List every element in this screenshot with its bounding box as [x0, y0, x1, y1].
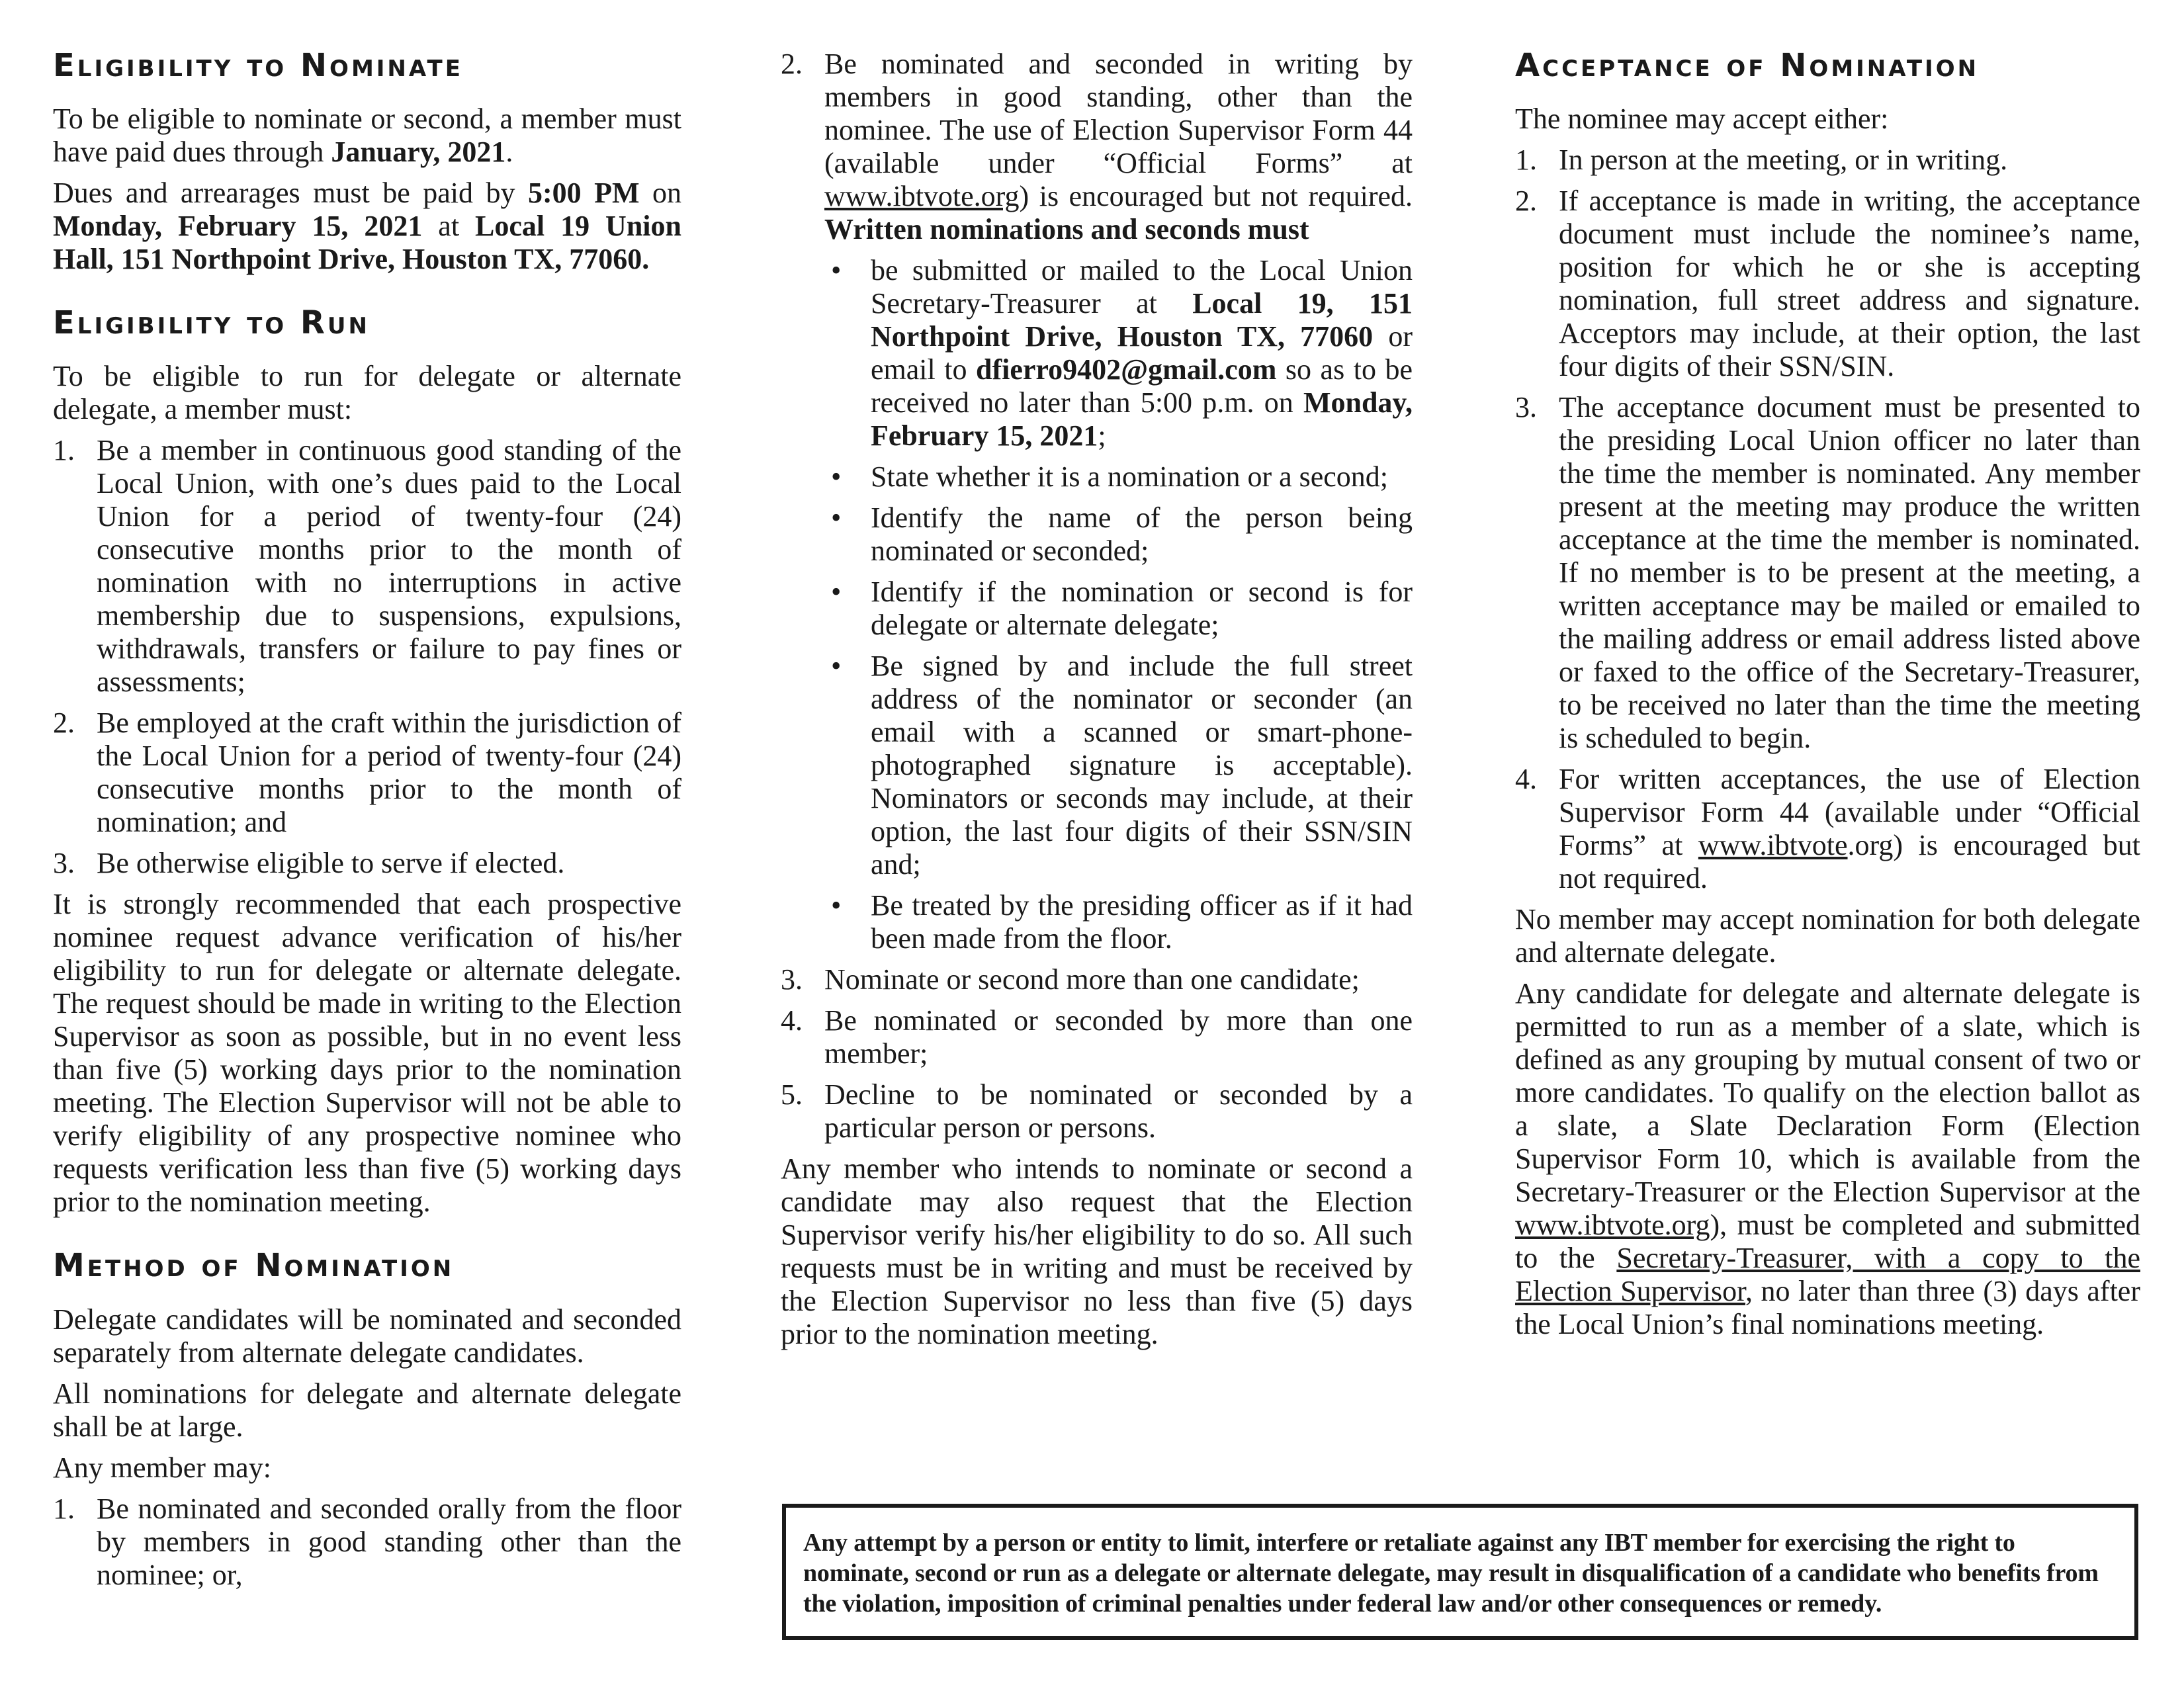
acceptance-intro: The nominee may accept either: [1515, 103, 1889, 136]
column-middle [781, 48, 1413, 1359]
method-of-nomination-heading: Method of Nomination [53, 1247, 455, 1285]
list-item: 4. Be nominated or seconded by more than one member; [781, 1004, 1413, 1070]
bullet-icon: • [831, 460, 842, 493]
eligibility-nominate-deadline-paragraph: Dues and arrearages must be paid by 5:00 PM on Monday, February 15, 2021 at Local 19 Union Hall, 151 Northpoint Drive, Houston TX, 77060. [53, 177, 682, 276]
method-list-continued [781, 48, 1413, 246]
column-left [53, 48, 681, 1600]
eligibility-run-recommendation: It is strongly recommended that each prospective nominee request advance verification of his/her eligibility to run for delegate or alternate delegate. The request should be made in writing to the Election Supervisor as soon as possible, but in no event less than five (5) working days prior to the nomination meeting. The Election Supervisor will not be able to verify eligibility of any prospective nominee who requests verification less than five (5) working days prior to the nomination meeting. [53, 888, 681, 1219]
list-item: 1. Be a member in continuous good standing of the Local Union, with one’s dues paid to the Local Union for a period of twenty-four (24) consecutive months prior to the month of nomination with no interruptions in active membership due to suspensions, expulsions, withdrawals, transfers or failure to pay fines or assessments; [53, 434, 681, 699]
list-item: • Identify if the nomination or second is for delegate or alternate delegate; [831, 576, 1413, 641]
slate-paragraph: Any candidate for delegate and alternate delegate is permitted to run as a member of a slate, which is defined as any grouping by mutual consent of two or more candidates. To qualify on the election ballot as a slate, a Slate Declaration Form (Election Supervisor Form 10, which is available from the Secretary-Treasurer or the Election Supervisor at the www.ibtvote.org), must be completed and submitted to the Secretary-Treasurer, with a copy to the Election Supervisor, no later than three (3) days after the Local Union’s final nominations meeting. [1515, 977, 2140, 1341]
eligibility-run-intro: To be eligible to run for delegate or alternate delegate, a member must: [53, 360, 681, 426]
list-item: 3. Be otherwise eligible to serve if elected. [53, 847, 565, 880]
list-item: • Be treated by the presiding officer as if it had been made from the floor. [831, 889, 1413, 955]
list-item: • State whether it is a nomination or a second; [831, 460, 1389, 493]
bullet-icon: • [831, 254, 842, 286]
list-item: • Identify the name of the person being nominated or seconded; [831, 501, 1413, 567]
ibtvote-link[interactable]: www.ibtvote.org [824, 180, 1020, 212]
ibtvote-link[interactable]: www.ibtvote.org [1515, 1209, 1710, 1242]
list-item: 4. For written acceptances, the use of Election Supervisor Form 44 (available under “Official Forms” at www.ibtvote.org) is encouraged but not required. [1515, 763, 2140, 895]
acceptance-of-nomination-heading: Acceptance of Nomination [1515, 47, 1980, 84]
eligibility-to-nominate-heading: Eligibility to Nominate [53, 47, 463, 84]
list-item: 3. Nominate or second more than one candidate; [781, 963, 1360, 996]
ibtvote-link[interactable]: www.ibtvote [1698, 829, 1848, 862]
method-list-remaining [781, 963, 1413, 1145]
list-item: 3. The acceptance document must be presented to the presiding Local Union officer no later than the time the member is nominated. Any member present at the meeting may produce the written acceptance at the time the member is nominated. If no member is to be present at the meeting, a written acceptance may be mailed or emailed to the mailing address or email address listed above or faxed to the office of the Secretary-Treasurer, to be received no later than the time the meeting is scheduled to begin. [1515, 391, 2140, 755]
list-item: • be submitted or mailed to the Local Union Secretary-Treasurer at Local 19, 151 Northpoint Drive, Houston TX, 77060 or email to dfierro9402@gmail.com so as to be received no later than 5:00 p.m. on Monday, February 15, 2021; [831, 254, 1413, 452]
list-item: 1. In person at the meeting, or in writing. [1515, 144, 2008, 177]
method-paragraph-separate: Delegate candidates will be nominated and seconded separately from alternate delegate candidates. [53, 1303, 681, 1369]
retaliation-notice-text: Any attempt by a person or entity to limit, interfere or retaliate against any IBT member for exercising the right to nominate, second or run as a delegate or alternate delegate, may result in disqualification of a candidate who benefits from the violation, imposition of criminal penalties under federal law and/or other consequences or remedy. [803, 1529, 2099, 1618]
eligibility-run-list [53, 434, 681, 880]
written-nomination-requirements [824, 254, 1413, 955]
verification-request-paragraph: Any member who intends to nominate or second a candidate may also request that the Election Supervisor verify his/her eligibility to do so. All such requests must be in writing and must be received by the Election Supervisor no less than five (5) days prior to the nomination meeting. [781, 1152, 1413, 1350]
method-paragraph-at-large: All nominations for delegate and alternate delegate shall be at large. [53, 1377, 681, 1443]
no-dual-acceptance-paragraph: No member may accept nomination for both delegate and alternate delegate. [1515, 903, 2140, 969]
bullet-icon: • [831, 889, 842, 922]
list-item: • Be signed by and include the full street address of the nominator or seconder (an email with a scanned or smart-phone-photographed signature is acceptable). Nominators or seconds may include, at their option, the last four digits of their SSN/SIN and; [831, 650, 1413, 881]
eligibility-nominate-dues-paragraph: To be eligible to nominate or second, a member must have paid dues through January, 2021. [53, 103, 681, 169]
list-item: 2. Be nominated and seconded in writing by members in good standing, other than the nominee. The use of Election Supervisor Form 44 (available under “Official Forms” at www.ibtvote.org) is encouraged but not required. Written nominations and seconds must [781, 48, 1413, 245]
bullet-icon: • [831, 650, 842, 682]
list-item: 2. If acceptance is made in writing, the acceptance document must include the nominee’s name, position for which he or she is accepting nomination, full street address and signature. Acceptors may include, at their option, the last four digits of their SSN/SIN. [1515, 185, 2140, 383]
bullet-icon: • [831, 501, 842, 534]
list-item: 2. Be employed at the craft within the jurisdiction of the Local Union for a period of twenty-four (24) consecutive months prior to the month of nomination; and [53, 707, 681, 839]
list-item: 5. Decline to be nominated or seconded by a particular person or persons. [781, 1078, 1413, 1144]
column-right [1515, 48, 2140, 1349]
bullet-icon: • [831, 576, 842, 608]
email-address: dfierro9402@gmail.com [976, 353, 1277, 386]
method-list-start [53, 1492, 681, 1592]
retaliation-notice-box [782, 1504, 2138, 1640]
method-paragraph-any-member: Any member may: [53, 1451, 271, 1484]
eligibility-to-run-heading: Eligibility to Run [53, 304, 370, 342]
list-item: 1. Be nominated and seconded orally from the floor by members in good standing other than the nominee; or, [53, 1492, 681, 1591]
acceptance-list [1515, 144, 2140, 895]
